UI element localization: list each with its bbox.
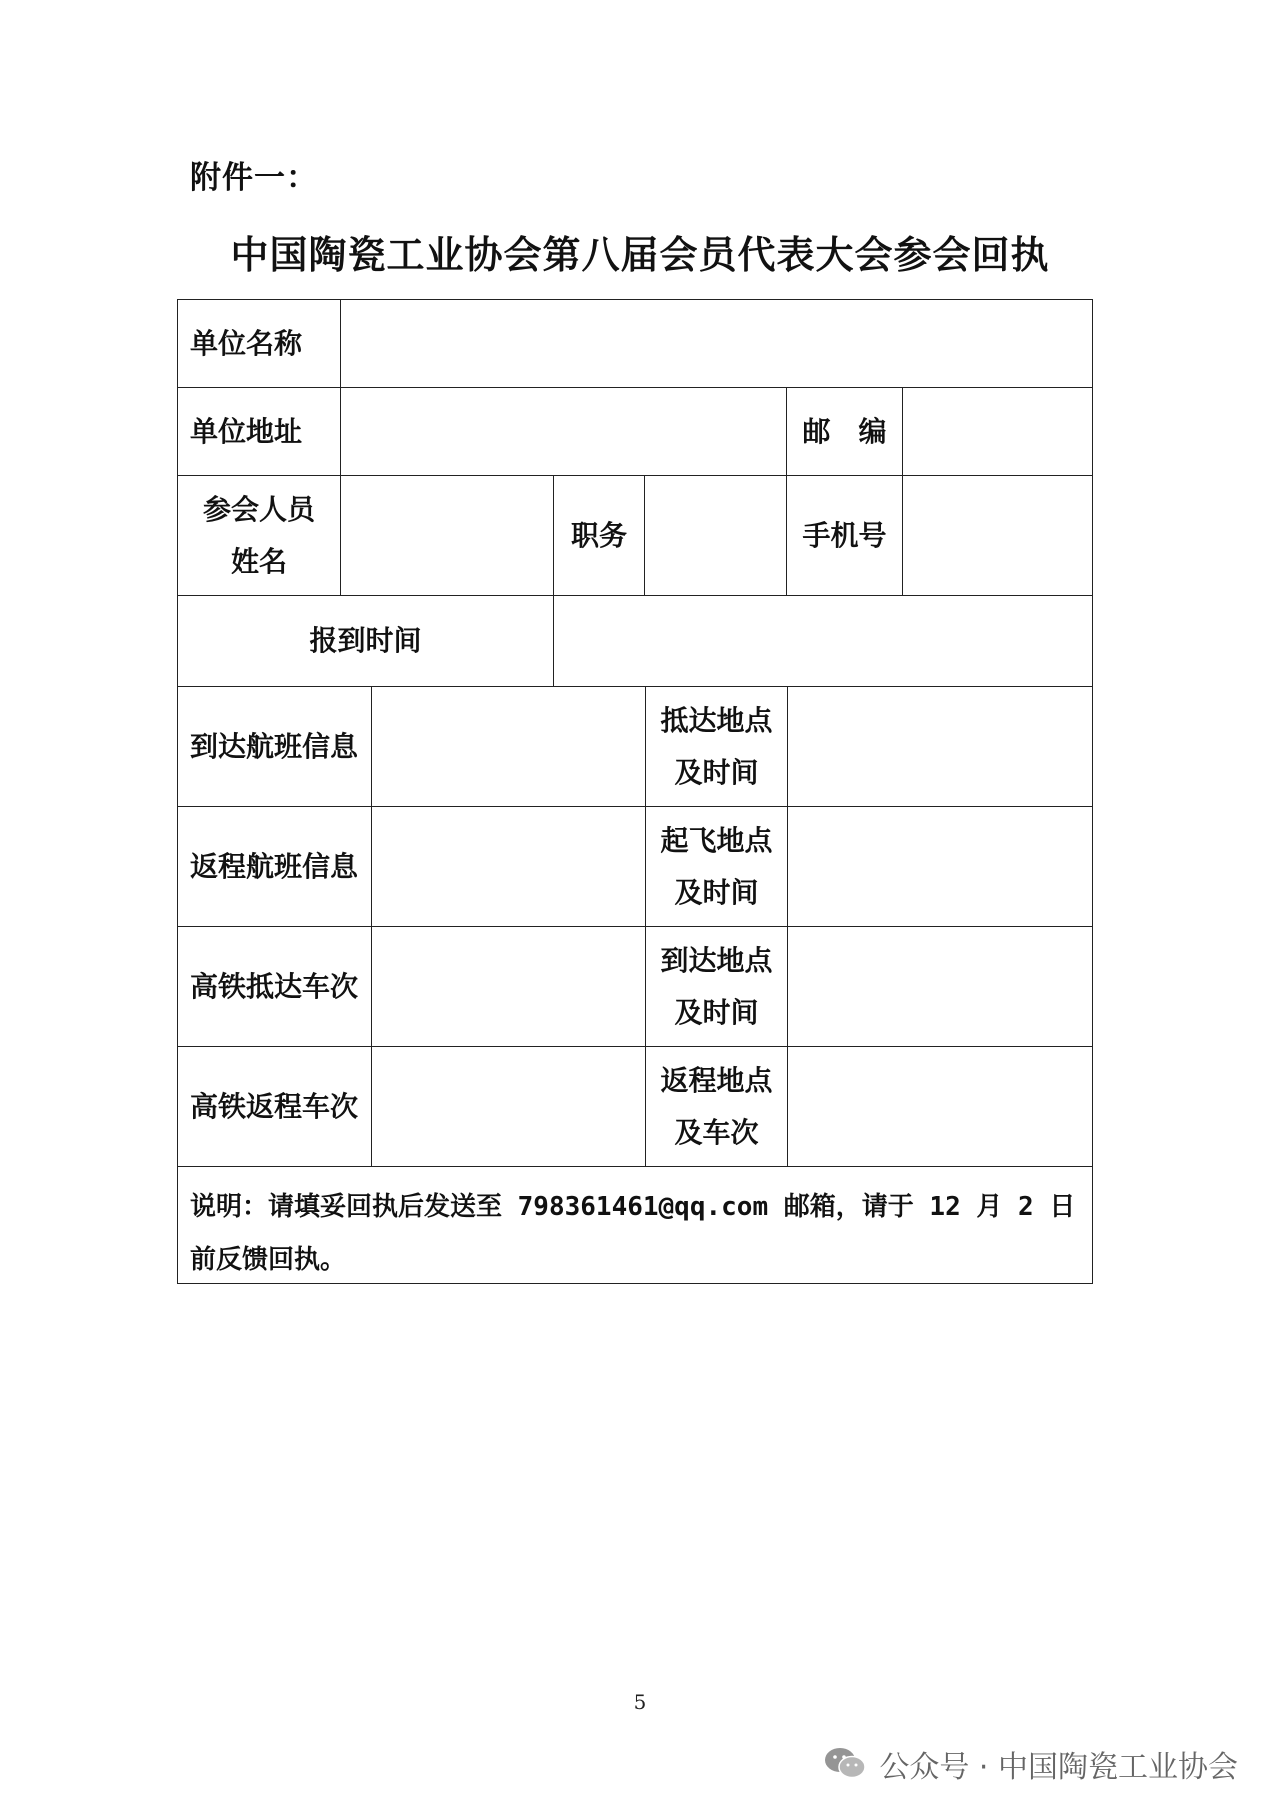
train-return-place-label [645, 1046, 788, 1167]
position-label [553, 475, 645, 596]
unit-address-field[interactable] [340, 387, 787, 476]
page-number: 5 [633, 1690, 647, 1714]
arrival-flight-label-text: 到达航班信息 [190, 729, 359, 763]
train-arrival-place-line1: 到达地点 [660, 943, 773, 977]
train-arrival-field[interactable] [371, 926, 646, 1047]
takeoff-place-line1: 起飞地点 [660, 823, 773, 857]
return-flight-field[interactable] [371, 806, 646, 927]
train-return-place-line1: 返程地点 [660, 1063, 773, 1097]
return-flight-label-text: 返程航班信息 [190, 849, 359, 883]
phone-label-text: 手机号 [802, 518, 887, 552]
takeoff-place-line2: 及时间 [674, 875, 759, 909]
position-label-text: 职务 [570, 518, 627, 552]
train-arrival-place-line2: 及时间 [674, 995, 759, 1029]
unit-name-label-text: 单位名称 [190, 326, 303, 360]
train-arrival-label [177, 926, 372, 1047]
attendee-label-line2: 姓名 [230, 544, 287, 578]
receipt-form-table [177, 299, 1093, 1284]
phone-field[interactable] [902, 475, 1093, 596]
postcode-label-text: 邮 编 [802, 414, 887, 448]
postcode-label [786, 387, 903, 476]
train-return-label [177, 1046, 372, 1167]
arrival-place-label [645, 686, 788, 807]
document-title: 中国陶瓷工业协会第八届会员代表大会参会回执 [230, 232, 1050, 277]
train-arrival-place-label [645, 926, 788, 1047]
arrival-flight-label [177, 686, 372, 807]
unit-address-label-text: 单位地址 [190, 414, 303, 448]
postcode-field[interactable] [902, 387, 1093, 476]
train-return-label-text: 高铁返程车次 [190, 1089, 359, 1123]
takeoff-place-field[interactable] [787, 806, 1093, 927]
note-text: 说明：请填妥回执后发送至 798361461@qq.com 邮箱，请于 12 月 2 日前反馈回执。 [190, 1192, 1076, 1276]
position-field[interactable] [644, 475, 787, 596]
arrival-place-line1: 抵达地点 [660, 703, 773, 737]
train-return-field[interactable] [371, 1046, 646, 1167]
checkin-time-label-text: 报到时间 [309, 624, 422, 658]
checkin-time-field[interactable] [553, 595, 1093, 687]
arrival-flight-field[interactable] [371, 686, 646, 807]
train-arrival-label-text: 高铁抵达车次 [190, 969, 359, 1003]
train-return-place-line2: 及车次 [674, 1115, 759, 1149]
train-arrival-place-field[interactable] [787, 926, 1093, 1047]
note-cell [177, 1166, 1093, 1284]
takeoff-place-label [645, 806, 788, 927]
checkin-time-label [177, 595, 554, 687]
return-flight-label [177, 806, 372, 927]
wechat-icon [823, 1746, 867, 1782]
arrival-place-field[interactable] [787, 686, 1093, 807]
attendee-name-field[interactable] [340, 475, 554, 596]
arrival-place-line2: 及时间 [674, 755, 759, 789]
unit-address-label [177, 387, 341, 476]
attachment-label: 附件一： [190, 160, 318, 196]
attendee-label-line1: 参会人员 [202, 492, 315, 526]
watermark-text: 公众号 · 中国陶瓷工业协会 [879, 1750, 1238, 1785]
attendee-name-label [177, 475, 341, 596]
unit-name-field[interactable] [340, 299, 1093, 388]
phone-label [786, 475, 903, 596]
unit-name-label [177, 299, 341, 388]
watermark [823, 1742, 1238, 1786]
train-return-place-field[interactable] [787, 1046, 1093, 1167]
